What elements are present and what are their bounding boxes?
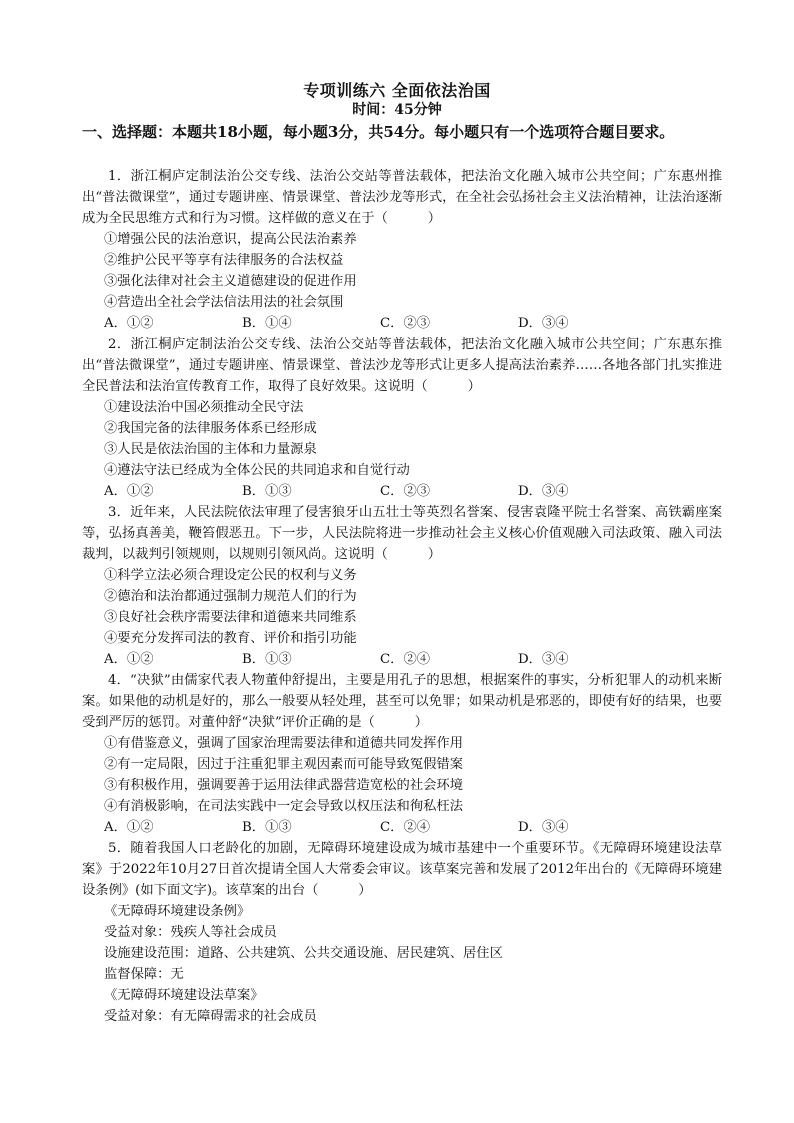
choice-d[interactable]: D．③④: [518, 484, 569, 499]
choice-a[interactable]: A．①②: [104, 652, 154, 667]
answer-choices: [104, 481, 722, 502]
material-line: 《无障碍环境建设法草案》: [104, 988, 264, 1003]
question-5: [82, 838, 722, 1027]
question-stem: 3．近年来，人民法院依法审理了侵害狼牙山五壮士等英烈名誉案、侵害袁隆平院士名誉案、高铁霸座案等，弘扬真善美，鞭笞假恶丑。下一步，人民法院将进一步推动社会主义核心价值观融入司法政策、融入司法裁判，以裁判引领规则，以规则引领风尚。这说明（ ）: [82, 505, 722, 562]
option: ④要充分发挥司法的教育、评价和指引功能: [104, 631, 357, 646]
question-stem: 2．浙江桐庐定制法治公交专线、法治公交站等普法载体，把法治文化融入城市公共空间；广东惠东推出“普法微课堂”，通过专题讲座、情景课堂、普法沙龙等形式让更多人提高法治素养……各地各部门扎实推进全民普法和法治宣传教育工作，取得了良好效果。这说明（ ）: [82, 337, 722, 394]
question-4: [82, 670, 722, 838]
option: ②我国完备的法律服务体系已经形成: [104, 421, 317, 436]
material-line: 监督保障：无: [104, 967, 184, 982]
choice-a[interactable]: A．①②: [104, 484, 154, 499]
option: ③人民是依法治国的主体和力量源泉: [104, 442, 317, 457]
option: ③强化法律对社会主义道德建设的促进作用: [104, 274, 357, 289]
option: ④遵法守法已经成为全体公民的共同追求和自觉行动: [104, 463, 410, 478]
choice-b[interactable]: B．①③: [242, 820, 292, 835]
choice-a[interactable]: A．①②: [104, 316, 154, 331]
time-limit: 时间：45分钟: [352, 102, 442, 118]
choice-c[interactable]: C．②④: [380, 652, 431, 667]
question-1: [82, 166, 722, 334]
choice-a[interactable]: A．①②: [104, 820, 154, 835]
answer-choices: [104, 817, 722, 838]
choice-c[interactable]: C．②③: [380, 484, 431, 499]
material-line: 受益对象：残疾人等社会成员: [104, 925, 277, 940]
option: ①建设法治中国必须推动全民守法: [104, 400, 304, 415]
option: ①增强公民的法治意识，提高公民法治素养: [104, 232, 357, 247]
question-stem: 1．浙江桐庐定制法治公交专线、法治公交站等普法载体，把法治文化融入城市公共空间；广东惠州推出“普法微课堂”，通过专题讲座、情景课堂、普法沙龙等形式，在全社会弘扬社会主义法治精神，让法治逐渐成为全民思维方式和行为习惯。这样做的意义在于（ ）: [82, 169, 722, 226]
answer-choices: [104, 313, 722, 334]
choice-b[interactable]: B．①④: [242, 316, 292, 331]
option: ③良好社会秩序需要法律和道德来共同维系: [104, 610, 357, 625]
choice-c[interactable]: C．②③: [380, 316, 431, 331]
section-heading: 一、选择题：本题共18小题，每小题3分，共54分。每小题只有一个选项符合题目要求。: [82, 123, 675, 141]
option: ①科学立法必须合理设定公民的权利与义务: [104, 568, 357, 583]
choice-d[interactable]: D．③④: [518, 820, 569, 835]
option: ③有积极作用，强调要善于运用法律武器营造宽松的社会环境: [104, 778, 464, 793]
page-title: 专项训练六 全面依法治国: [303, 81, 491, 100]
question-2: [82, 334, 722, 502]
option: ④营造出全社会学法信法用法的社会氛围: [104, 295, 344, 310]
option: ④有消极影响，在司法实践中一定会导致以权压法和徇私枉法: [104, 799, 464, 814]
material-line: 设施建设范围：道路、公共建筑、公共交通设施、居民建筑、居住区: [104, 946, 503, 961]
question-stem: 4．“决狱”由儒家代表人物董仲舒提出，主要是用孔子的思想，根据案件的事实，分析犯罪人的动机来断案。如果他的动机是好的，那么一般要从轻处理，甚至可以免罪；如果动机是邪恶的，即使有好的结果，也要受到严厉的惩罚。对董仲舒“决狱”评价正确的是（ ）: [82, 673, 722, 730]
answer-choices: [104, 649, 722, 670]
question-stem: 5．随着我国人口老龄化的加剧，无障碍环境建设成为城市基建中一个重要环节。《无障碍环境建设法草案》于2022年10月27日首次提请全国人大常委会审议。该草案完善和发展了2012年出台的《无障碍环境建设条例》(如下面文字)。该草案的出台（ ）: [82, 841, 722, 898]
questions: [82, 166, 722, 1027]
choice-c[interactable]: C．②④: [380, 820, 431, 835]
choice-b[interactable]: B．①③: [242, 484, 292, 499]
option: ①有借鉴意义，强调了国家治理需要法律和道德共同发挥作用: [104, 736, 464, 751]
material-line: 受益对象：有无障碍需求的社会成员: [104, 1009, 317, 1024]
option: ②维护公民平等享有法律服务的合法权益: [104, 253, 344, 268]
material-line: 《无障碍环境建设条例》: [104, 904, 251, 919]
option: ②有一定局限，因过于注重犯罪主观因素而可能导致冤假错案: [104, 757, 464, 772]
option: ②德治和法治都通过强制力规范人们的行为: [104, 589, 357, 604]
choice-d[interactable]: D．③④: [518, 652, 569, 667]
choice-b[interactable]: B．①③: [242, 652, 292, 667]
choice-d[interactable]: D．③④: [518, 316, 569, 331]
question-3: [82, 502, 722, 670]
